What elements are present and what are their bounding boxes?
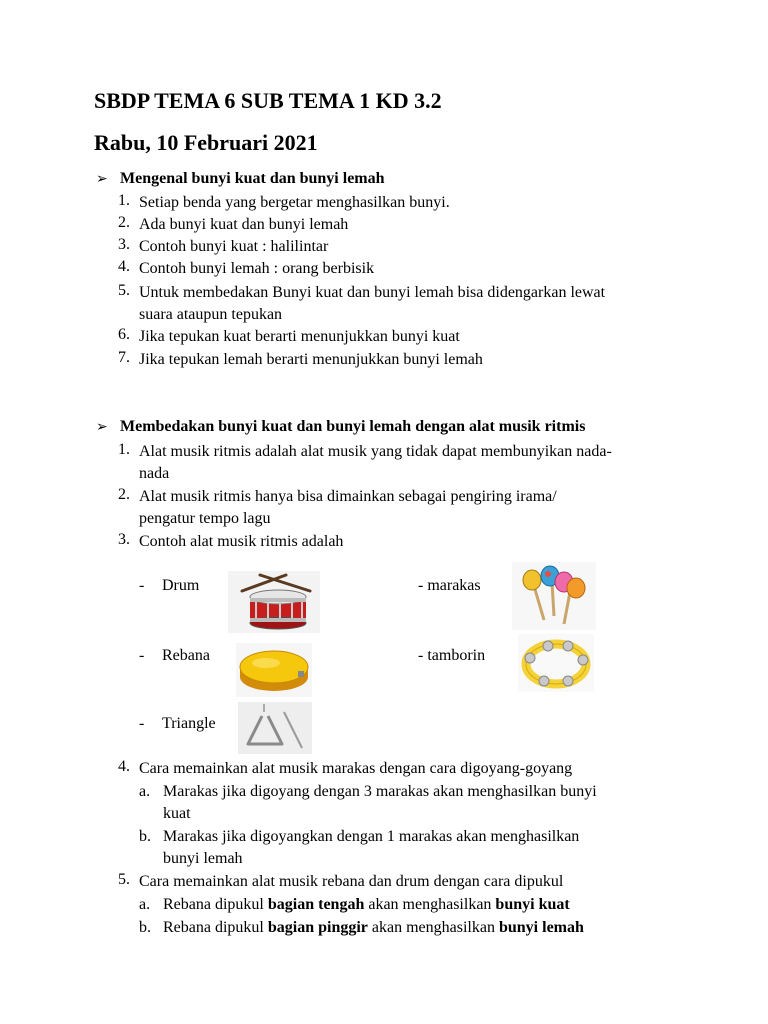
text-run: akan menghasilkan [367,919,499,936]
list-item-text: Cara memainkan alat musik marakas dengan cara digoyang-goyang [139,760,573,777]
doc-date: Rabu, 10 Februari 2021 [94,130,318,155]
section1-heading: Mengenal bunyi kuat dan bunyi lemah [120,170,385,187]
list-item-text: Ada bunyi kuat dan bunyi lemah [139,216,349,233]
list-item-text: nada [139,465,170,482]
arrow-bullet-icon: ➢ [96,172,108,187]
maracas-image [512,562,596,630]
rebana-image [236,643,312,697]
list-number: 2. [118,486,130,503]
bold-phrase: bunyi lemah [498,919,584,936]
list-number: 6. [118,326,130,343]
instrument-dash: - [139,647,145,664]
list-item-text: Jika tepukan lemah berarti menunjukkan bunyi lemah [139,351,483,368]
instrument-label-drum: Drum [162,577,200,594]
bold-phrase: bunyi kuat [495,896,570,913]
instrument-label-tamborin: - tamborin [418,647,486,664]
list-item-text: Jika tepukan kuat berarti menunjukkan bunyi kuat [139,328,460,345]
sub-list-text [163,917,584,939]
bold-phrase: bagian pinggir [267,919,368,936]
list-number: 3. [118,531,130,548]
instrument-label-marakas: - marakas [418,577,481,594]
sub-list-text: kuat [163,805,191,822]
triangle-image [238,702,312,754]
list-number: 1. [118,192,130,209]
list-number: 2. [118,214,130,231]
list-item-text: Contoh alat musik ritmis adalah [139,533,344,550]
arrow-bullet-icon: ➢ [96,420,108,435]
instrument-label-triangle: Triangle [162,715,216,732]
list-item-text: Contoh bunyi lemah : orang berbisik [139,260,375,277]
list-item-text: Untuk membedakan Bunyi kuat dan bunyi lemah bisa didengarkan lewat [139,284,606,301]
sub-list-letter: a. [139,896,151,913]
list-item-text: Setiap benda yang bergetar menghasilkan bunyi. [139,194,450,211]
list-number: 3. [118,236,130,253]
list-number: 5. [118,871,130,888]
list-item-text: pengatur tempo lagu [139,510,271,527]
list-item-text: Alat musik ritmis adalah alat musik yang tidak dapat membunyikan nada- [139,443,612,460]
list-number: 4. [118,258,130,275]
instrument-dash: - [139,577,145,594]
list-item-text: Cara memainkan alat musik rebana dan drum dengan cara dipukul [139,873,564,890]
sub-list-letter: b. [139,828,151,845]
bold-phrase: bagian tengah [267,896,365,913]
section2-heading: Membedakan bunyi kuat dan bunyi lemah dengan alat musik ritmis [120,418,586,435]
text-run: akan menghasilkan [364,896,496,913]
instrument-label-rebana: Rebana [162,647,210,664]
sub-list-text: bunyi lemah [163,850,243,867]
sub-list-letter: a. [139,783,151,800]
sub-list-text [163,894,570,916]
list-item-text: Contoh bunyi kuat : halilintar [139,238,329,255]
list-number: 1. [118,441,130,458]
list-number: 5. [118,282,130,299]
list-item-text: Alat musik ritmis hanya bisa dimainkan sebagai pengiring irama/ [139,488,557,505]
list-number: 7. [118,349,130,366]
tambourine-image [518,634,594,692]
doc-title: SBDP TEMA 6 SUB TEMA 1 KD 3.2 [94,88,442,113]
text-run: Rebana dipukul [163,919,268,936]
instrument-dash: - [139,715,145,732]
sub-list-text: Marakas jika digoyang dengan 3 marakas akan menghasilkan bunyi [163,783,597,800]
list-item-text: suara ataupun tepukan [139,306,283,323]
sub-list-text: Marakas jika digoyangkan dengan 1 marakas akan menghasilkan [163,828,580,845]
list-number: 4. [118,758,130,775]
text-run: Rebana dipukul [163,896,268,913]
drum-image [228,571,320,633]
sub-list-letter: b. [139,919,151,936]
